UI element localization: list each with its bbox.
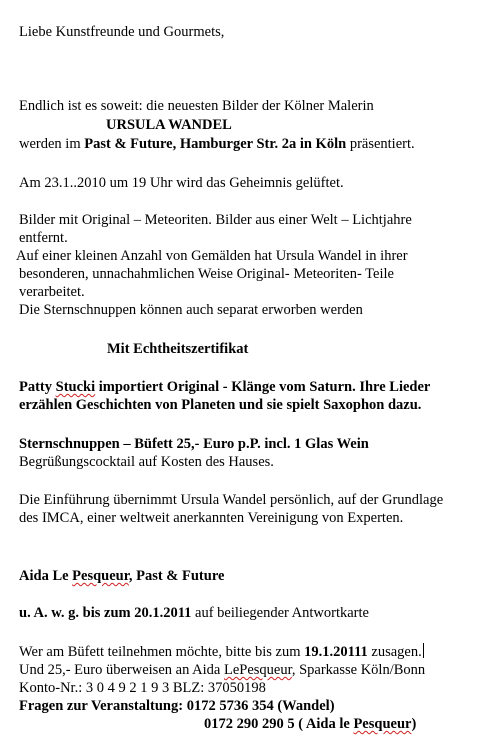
meteor-paragraph-line-3: Auf einer kleinen Anzahl von Gemälden hat Ursula Wandel in ihrer — [16, 248, 408, 264]
meteor-paragraph-line-2: entfernt. — [19, 230, 68, 246]
signup-deadline: 19.1.20111 — [304, 644, 368, 660]
intro-text: Endlich ist es soweit: die neuesten Bilder der Kölner Malerin — [19, 98, 374, 114]
rsvp-line: u. A. w. g. bis zum 20.1.2011 auf beiliegender Antwortkarte — [19, 605, 369, 621]
greeting: Liebe Kunstfreunde und Gourmets, — [19, 24, 225, 40]
meteor-paragraph-line-1: Bilder mit Original – Meteoriten. Bilder aus einer Welt – Lichtjahre — [19, 212, 412, 228]
transfer-line: Und 25,- Euro überweisen an Aida LePesqueur, Sparkasse Köln/Bonn — [19, 662, 426, 678]
artist-name: URSULA WANDEL — [106, 117, 232, 133]
host-line: Aida Le Pesqueur, Past & Future — [19, 568, 225, 584]
text-cursor — [423, 643, 424, 658]
meteor-paragraph-line-4: besonderen, unnachahmlichen Weise Original- Meteoriten- Teile — [19, 266, 394, 282]
introduction-line-2: des IMCA, einer weltweit anerkannten Vereinigung von Experten. — [19, 510, 404, 526]
spellcheck-word: LePesqueur — [223, 662, 292, 678]
patty-line-2: erzählen Geschichten von Planeten und sie spielt Saxophon dazu. — [19, 397, 422, 413]
introduction-line-1: Die Einführung übernimmt Ursula Wandel persönlich, auf der Grundlage — [19, 492, 444, 508]
spellcheck-word: Pesqueur — [72, 568, 129, 584]
venue-name: Past & Future, Hamburger Str. 2a in Köln — [84, 136, 347, 152]
signup-line: Wer am Büfett teilnehmen möchte, bitte bis zum 19.1.20111 zusagen. — [19, 644, 422, 660]
buffet-note: Begrüßungscocktail auf Kosten des Hauses. — [19, 454, 274, 470]
spellcheck-word: Pesqueur — [353, 716, 412, 732]
spellcheck-word: Stucki — [55, 379, 96, 395]
account-line: Konto-Nr.: 3 0 4 9 2 1 9 3 BLZ: 37050198 — [19, 680, 266, 696]
meteor-paragraph-line-6: Die Sternschnuppen können auch separat erworben werden — [19, 302, 363, 318]
questions-line: Fragen zur Veranstaltung: 0172 5736 354 (Wandel) — [19, 698, 335, 714]
date-line: Am 23.1..2010 um 19 Uhr wird das Geheimnis gelüftet. — [19, 175, 344, 191]
rsvp-deadline: u. A. w. g. bis zum 20.1.2011 — [19, 605, 192, 621]
meteor-paragraph-line-5: verarbeitet. — [19, 284, 85, 300]
certificate-heading: Mit Echtheitszertifikat — [107, 341, 249, 357]
patty-line-1: Patty Stucki importiert Original - Klänge vom Saturn. Ihre Lieder — [19, 379, 431, 395]
phone-line-2: 0172 290 290 5 ( Aida le Pesqueur) — [204, 716, 417, 732]
venue-line: werden im Past & Future, Hamburger Str. 2a in Köln präsentiert. — [19, 136, 415, 152]
buffet-price: Sternschnuppen – Büfett 25,- Euro p.P. incl. 1 Glas Wein — [19, 436, 369, 452]
